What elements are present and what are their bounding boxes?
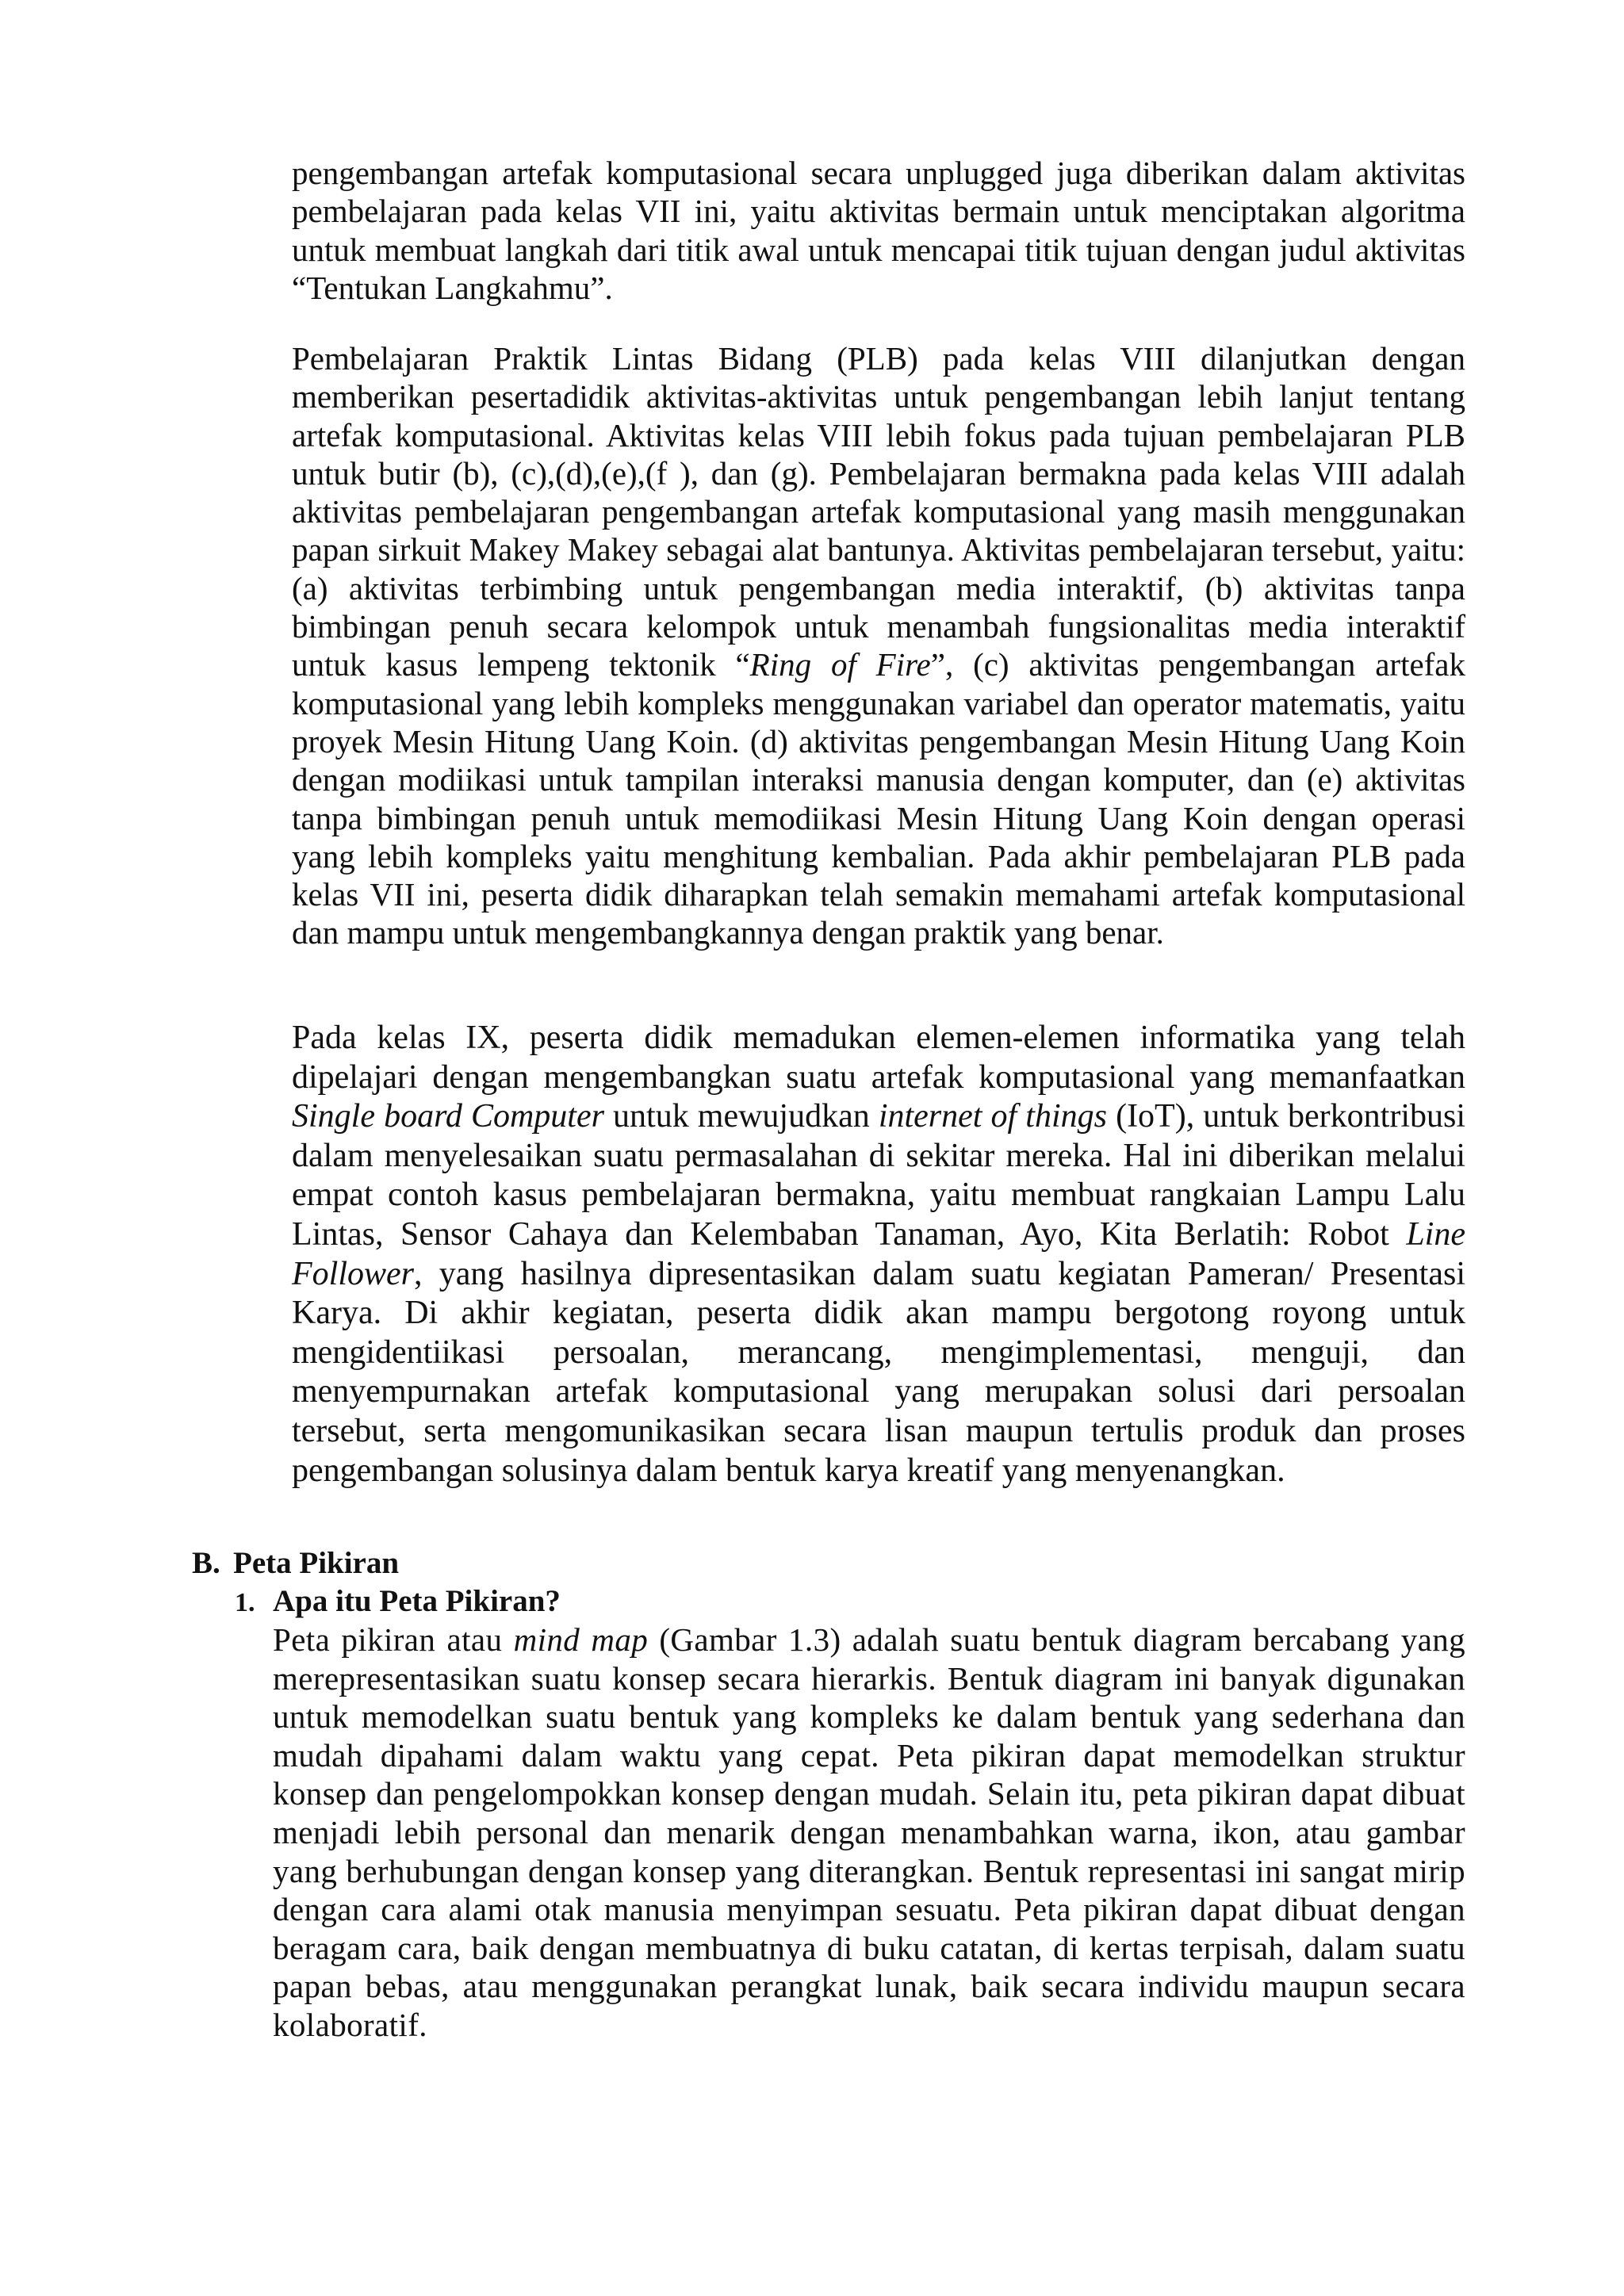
subsection-title: Apa itu Peta Pikiran? bbox=[273, 1584, 561, 1618]
paragraph-kelas-ix bbox=[292, 1019, 1465, 1490]
paragraph-peta-pikiran bbox=[273, 1621, 1465, 2045]
section-heading bbox=[192, 1544, 399, 1582]
italic-term: internet of things bbox=[878, 1098, 1107, 1135]
italic-term: Ring of Fire bbox=[749, 646, 931, 683]
text-run: Peta pikiran atau bbox=[273, 1621, 514, 1658]
italic-term: Single board Computer bbox=[292, 1098, 604, 1135]
section-letter: B. bbox=[192, 1546, 220, 1580]
paragraph-kelas-viii bbox=[292, 339, 1465, 952]
section-title: Peta Pikiran bbox=[233, 1546, 400, 1580]
text-run: Pembelajaran Praktik Lintas Bidang (PLB) pada kelas VIII dilanjutkan dengan memberikan pesertadidik aktivitas-aktivitas untuk pengembangan lebih lanjut tentang artefak komputasional. Aktivitas kelas VIII lebih fokus pada tujuan pembelajaran PLB untuk butir (b), (c),(d),(e),(f ), dan (g). Pembelajaran bermakna pada kelas VIII adalah aktivitas pembelajaran pengembangan artefak komputasional yang masih menggunakan papan sirkuit Makey Makey sebagai alat bantunya. Aktivitas pembelajaran tersebut, yaitu: (a) aktivitas terbimbing untuk pengembangan media interaktif, (b) aktivitas tanpa bimbingan penuh secara kelompok untuk menambah fungsionalitas media interaktif untuk kasus lempeng tektonik “ bbox=[292, 340, 1465, 683]
subsection-heading bbox=[235, 1582, 561, 1622]
text-run: Pada kelas IX, peserta didik memadukan elemen-elemen informatika yang telah dipelajari dengan mengembangkan suatu artefak komputasional yang memanfaatkan bbox=[292, 1020, 1465, 1096]
italic-term: mind map bbox=[513, 1621, 649, 1658]
text-run: , yang hasilnya dipresentasikan dalam suatu kegiatan Pameran/ Presentasi Karya. Di akhir kegiatan, peserta didik akan mampu bergotong royong untuk mengidentiikasi persoalan, merancang, mengimplementasi, menguji, dan menyempurnakan artefak komputasional yang merupakan solusi dari persoalan tersebut, serta mengomunikasikan secara lisan maupun tertulis produk dan proses pengembangan solusinya dalam bentuk karya kreatif yang menyenangkan. bbox=[292, 1255, 1465, 1489]
text-run: ”, (c) aktivitas pengembangan artefak komputasional yang lebih kompleks menggunakan variabel dan operator matematis, yaitu proyek Mesin Hitung Uang Koin. (d) aktivitas pengembangan Mesin Hitung Uang Koin dengan modiikasi untuk tampilan interaksi manusia dengan komputer, dan (e) aktivitas tanpa bimbingan penuh untuk memodiikasi Mesin Hitung Uang Koin dengan operasi yang lebih kompleks yaitu menghitung kembalian. Pada akhir pembelajaran PLB pada kelas VII ini, peserta didik diharapkan telah semakin memahami artefak komputasional dan mampu untuk mengembangkannya dengan praktik yang benar. bbox=[292, 646, 1466, 951]
text-run: (IoT), untuk berkontribusi dalam menyelesaikan suatu permasalahan di sekitar mereka. Hal ini diberikan melalui empat contoh kasus pembelajaran bermakna, yaitu membuat rangkaian Lampu Lalu Lintas, Sensor Cahaya dan Kelembaban Tanaman, Ayo, Kita Berlatih: Robot bbox=[292, 1098, 1466, 1253]
paragraph-unplugged-activities bbox=[292, 154, 1465, 307]
subsection-number: 1. bbox=[235, 1588, 255, 1617]
text-run: untuk mewujudkan bbox=[603, 1098, 879, 1135]
italic-term: Line Follower bbox=[292, 1215, 1465, 1292]
text-run: (Gambar 1.3) adalah suatu bentuk diagram bercabang yang merepresentasikan suatu konsep secara hierarkis. Bentuk diagram ini banyak digunakan untuk memodelkan suatu bentuk yang kompleks ke dalam bentuk yang sederhana dan mudah dipahami dalam waktu yang cepat. Peta pikiran dapat memodelkan struktur konsep dan pengelompokkan konsep dengan mudah. Selain itu, peta pikiran dapat dibuat menjadi lebih personal dan menarik dengan menambahkan warna, ikon, atau gambar yang berhubungan dengan konsep yang diterangkan. Bentuk representasi ini sangat mirip dengan cara alami otak manusia menyimpan sesuatu. Peta pikiran dapat dibuat dengan beragam cara, baik dengan membuatnya di buku catatan, di kertas terpisah, dalam suatu papan bebas, atau menggunakan perangkat lunak, baik secara individu maupun secara kolaboratif. bbox=[273, 1621, 1465, 2043]
text-run: pengembangan artefak komputasional secara unplugged juga diberikan dalam aktivitas pembelajaran pada kelas VII ini, yaitu aktivitas bermain untuk menciptakan algoritma untuk membuat langkah dari titik awal untuk mencapai titik tujuan dengan judul aktivitas “Tentukan Langkahmu”. bbox=[292, 155, 1465, 306]
